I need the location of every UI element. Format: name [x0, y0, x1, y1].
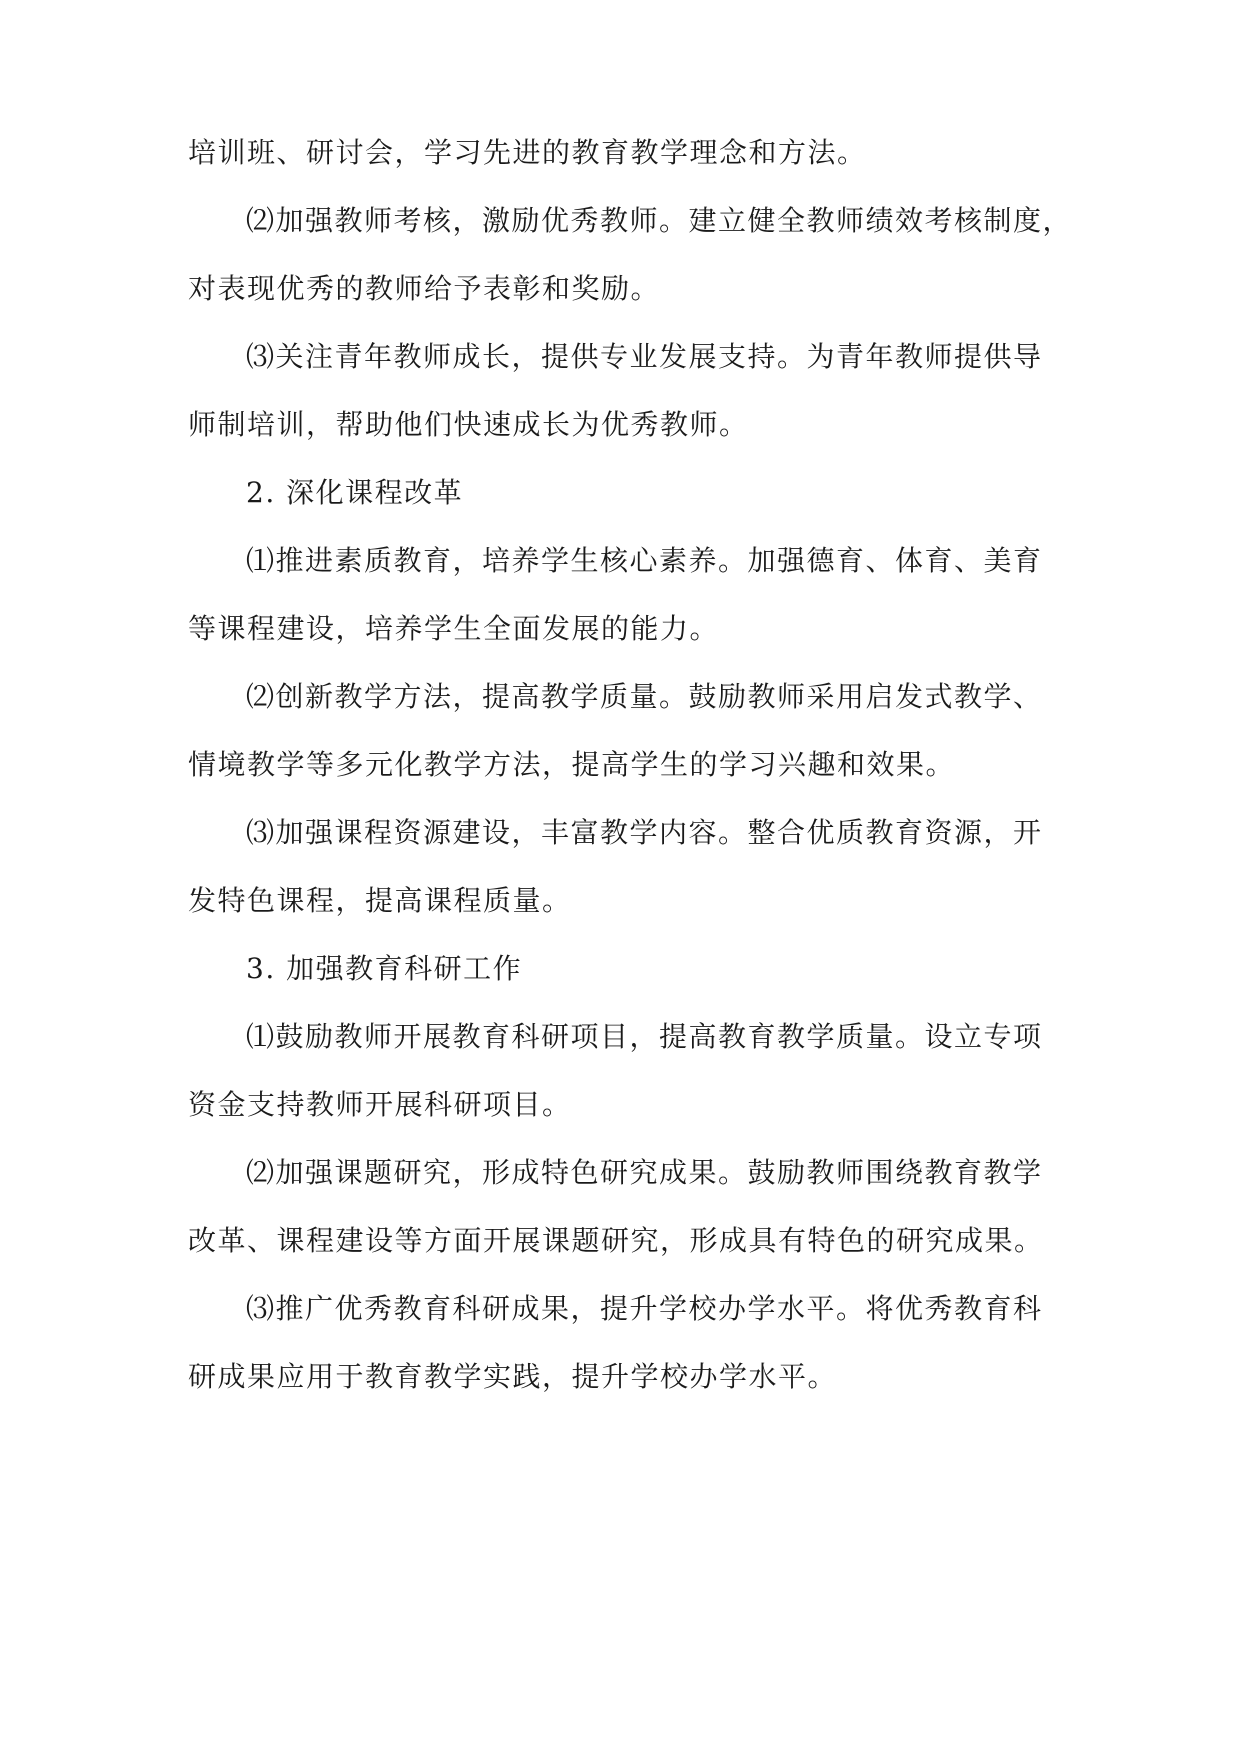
paragraph-line: 等课程建设，培养学生全面发展的能力。: [188, 612, 720, 645]
paragraph-line: 对表现优秀的教师给予表彰和奖励。: [188, 272, 661, 305]
paragraph-line: ⑶关注青年教师成长，提供专业发展支持。为青年教师提供导: [246, 340, 1043, 373]
paragraph-line: 情境教学等多元化教学方法，提高学生的学习兴趣和效果。: [188, 748, 956, 781]
paragraph-line: ⑵加强教师考核，激励优秀教师。建立健全教师绩效考核制度，: [246, 204, 1073, 237]
paragraph-line: 研成果应用于教育教学实践，提升学校办学水平。: [188, 1360, 838, 1393]
paragraph-line: 发特色课程，提高课程质量。: [188, 884, 572, 917]
section-heading: 2. 深化课程改革: [246, 476, 464, 509]
paragraph-line: ⑵加强课题研究，形成特色研究成果。鼓励教师围绕教育教学: [246, 1156, 1043, 1189]
paragraph-line: ⑴鼓励教师开展教育科研项目，提高教育教学质量。设立专项: [246, 1020, 1043, 1053]
paragraph-line: 师制培训，帮助他们快速成长为优秀教师。: [188, 408, 749, 441]
paragraph-line: ⑵创新教学方法，提高教学质量。鼓励教师采用启发式教学、: [246, 680, 1043, 713]
paragraph-line: 资金支持教师开展科研项目。: [188, 1088, 572, 1121]
paragraph-line: 培训班、研讨会，学习先进的教育教学理念和方法。: [188, 136, 867, 169]
paragraph-line: ⑶加强课程资源建设，丰富教学内容。整合优质教育资源，开: [246, 816, 1043, 849]
paragraph-line: ⑶推广优秀教育科研成果，提升学校办学水平。将优秀教育科: [246, 1292, 1043, 1325]
section-heading: 3. 加强教育科研工作: [246, 952, 523, 985]
paragraph-line: 改革、课程建设等方面开展课题研究，形成具有特色的研究成果。: [188, 1224, 1044, 1257]
paragraph-line: ⑴推进素质教育，培养学生核心素养。加强德育、体育、美育: [246, 544, 1043, 577]
